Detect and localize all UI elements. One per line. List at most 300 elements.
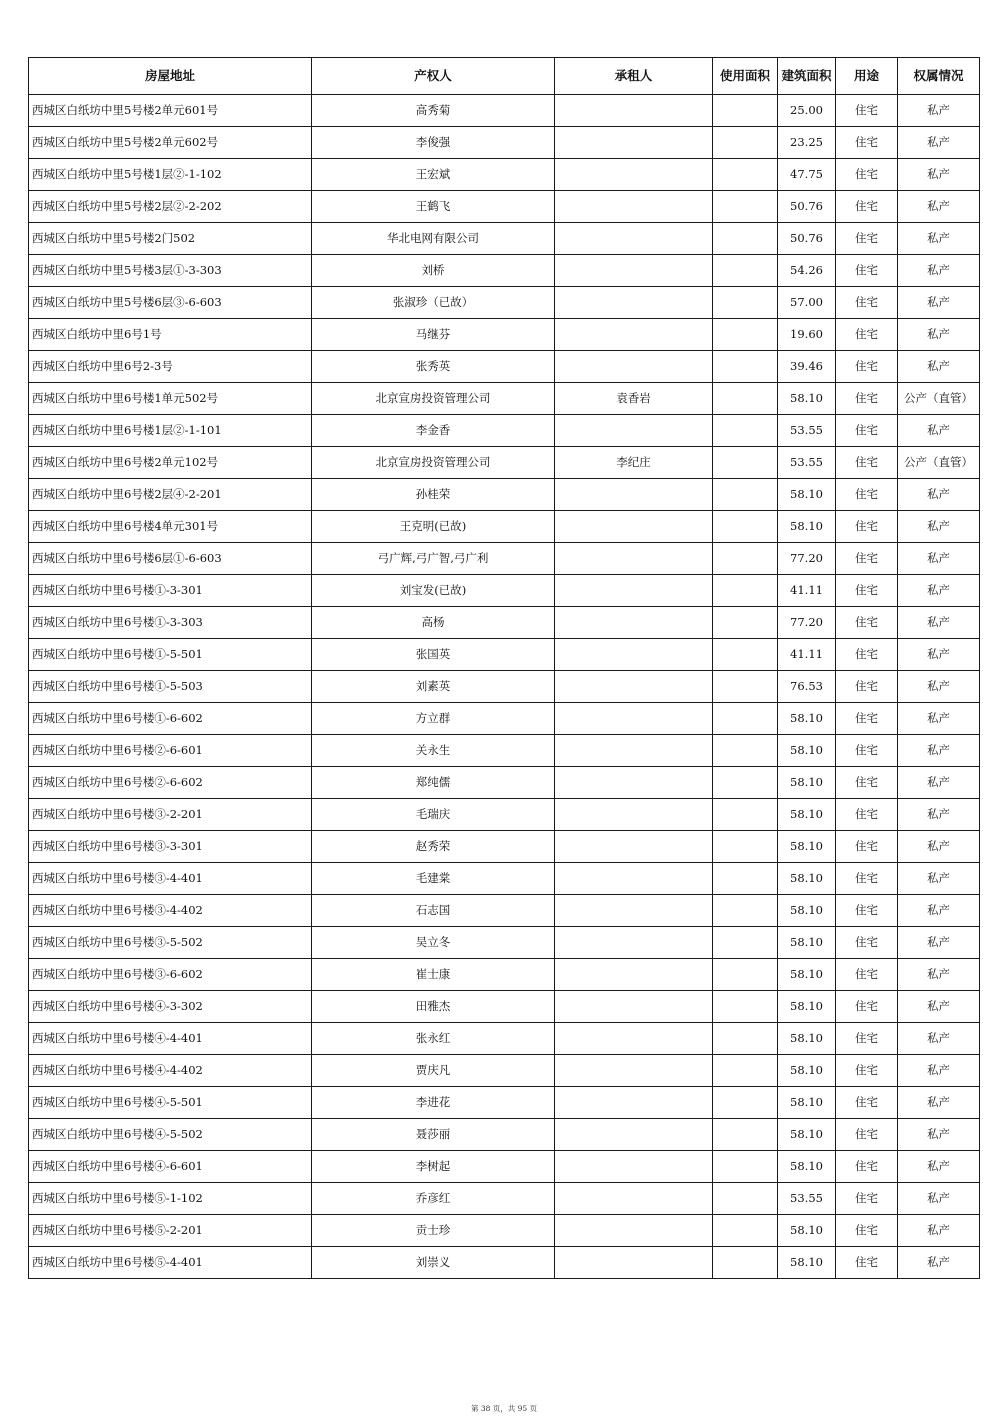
table-row xyxy=(29,287,980,319)
cell-use-area xyxy=(713,1087,778,1119)
cell-owner: 华北电网有限公司 xyxy=(312,223,555,255)
cell-ownership: 公产（直管） xyxy=(898,447,980,479)
cell-use-area xyxy=(713,1183,778,1215)
cell-owner: 刘宝发(已故) xyxy=(312,575,555,607)
cell-use-area xyxy=(713,831,778,863)
cell-usage: 住宅 xyxy=(836,895,898,927)
cell-usage: 住宅 xyxy=(836,543,898,575)
cell-ownership: 私产 xyxy=(898,479,980,511)
table-row xyxy=(29,159,980,191)
cell-address: 西城区白纸坊中里6号楼①-5-503 xyxy=(29,671,312,703)
cell-owner: 马继芬 xyxy=(312,319,555,351)
cell-build-area: 50.76 xyxy=(778,223,836,255)
cell-ownership: 私产 xyxy=(898,799,980,831)
cell-ownership: 私产 xyxy=(898,255,980,287)
cell-tenant xyxy=(555,767,713,799)
cell-usage: 住宅 xyxy=(836,1247,898,1279)
cell-owner: 李俊强 xyxy=(312,127,555,159)
cell-owner: 王宏斌 xyxy=(312,159,555,191)
cell-tenant xyxy=(555,255,713,287)
cell-ownership: 私产 xyxy=(898,927,980,959)
cell-owner: 毛建棠 xyxy=(312,863,555,895)
cell-address: 西城区白纸坊中里6号楼④-4-401 xyxy=(29,1023,312,1055)
cell-usage: 住宅 xyxy=(836,575,898,607)
cell-usage: 住宅 xyxy=(836,127,898,159)
cell-tenant xyxy=(555,223,713,255)
cell-usage: 住宅 xyxy=(836,639,898,671)
cell-use-area xyxy=(713,1055,778,1087)
cell-usage: 住宅 xyxy=(836,159,898,191)
cell-address: 西城区白纸坊中里6号楼4单元301号 xyxy=(29,511,312,543)
cell-owner: 乔彦红 xyxy=(312,1183,555,1215)
cell-build-area: 39.46 xyxy=(778,351,836,383)
cell-build-area: 19.60 xyxy=(778,319,836,351)
cell-ownership: 私产 xyxy=(898,1247,980,1279)
cell-address: 西城区白纸坊中里6号楼④-6-601 xyxy=(29,1151,312,1183)
cell-tenant xyxy=(555,799,713,831)
cell-build-area: 58.10 xyxy=(778,1247,836,1279)
cell-build-area: 58.10 xyxy=(778,479,836,511)
cell-address: 西城区白纸坊中里6号楼①-6-602 xyxy=(29,703,312,735)
cell-owner: 关永生 xyxy=(312,735,555,767)
table-row xyxy=(29,223,980,255)
cell-use-area xyxy=(713,479,778,511)
cell-owner: 弓广辉,弓广智,弓广利 xyxy=(312,543,555,575)
cell-tenant xyxy=(555,607,713,639)
cell-use-area xyxy=(713,319,778,351)
table-row xyxy=(29,191,980,223)
cell-address: 西城区白纸坊中里6号楼③-2-201 xyxy=(29,799,312,831)
cell-use-area xyxy=(713,607,778,639)
cell-owner: 北京宣房投资管理公司 xyxy=(312,447,555,479)
cell-address: 西城区白纸坊中里6号楼④-3-302 xyxy=(29,991,312,1023)
cell-use-area xyxy=(713,1151,778,1183)
cell-owner: 李进花 xyxy=(312,1087,555,1119)
cell-tenant xyxy=(555,575,713,607)
table-row xyxy=(29,447,980,479)
cell-usage: 住宅 xyxy=(836,95,898,127)
cell-ownership: 私产 xyxy=(898,895,980,927)
cell-ownership: 私产 xyxy=(898,1055,980,1087)
cell-address: 西城区白纸坊中里6号楼④-4-402 xyxy=(29,1055,312,1087)
cell-use-area xyxy=(713,639,778,671)
cell-ownership: 私产 xyxy=(898,991,980,1023)
cell-ownership: 私产 xyxy=(898,287,980,319)
cell-ownership: 私产 xyxy=(898,671,980,703)
property-records-table xyxy=(28,57,980,1279)
cell-owner: 张淑珍（已故） xyxy=(312,287,555,319)
page-number: 第 38 页，共 95 页 xyxy=(470,1404,538,1413)
cell-build-area: 58.10 xyxy=(778,895,836,927)
cell-address: 西城区白纸坊中里5号楼3层①-3-303 xyxy=(29,255,312,287)
table-row xyxy=(29,959,980,991)
cell-owner: 北京宣房投资管理公司 xyxy=(312,383,555,415)
cell-build-area: 58.10 xyxy=(778,831,836,863)
cell-build-area: 41.11 xyxy=(778,639,836,671)
table-row xyxy=(29,863,980,895)
table-row xyxy=(29,895,980,927)
cell-ownership: 私产 xyxy=(898,767,980,799)
cell-ownership: 私产 xyxy=(898,511,980,543)
cell-address: 西城区白纸坊中里6号楼④-5-502 xyxy=(29,1119,312,1151)
cell-address: 西城区白纸坊中里6号楼③-5-502 xyxy=(29,927,312,959)
cell-ownership: 私产 xyxy=(898,543,980,575)
cell-address: 西城区白纸坊中里6号楼④-5-501 xyxy=(29,1087,312,1119)
cell-ownership: 私产 xyxy=(898,95,980,127)
cell-tenant xyxy=(555,959,713,991)
cell-use-area xyxy=(713,543,778,575)
table-row xyxy=(29,255,980,287)
cell-ownership: 私产 xyxy=(898,1087,980,1119)
cell-ownership: 私产 xyxy=(898,703,980,735)
cell-address: 西城区白纸坊中里6号楼①-3-301 xyxy=(29,575,312,607)
header-ownership: 权属情况 xyxy=(898,58,980,95)
cell-owner: 张秀英 xyxy=(312,351,555,383)
cell-build-area: 53.55 xyxy=(778,1183,836,1215)
property-table-container xyxy=(28,57,979,1279)
cell-ownership: 私产 xyxy=(898,191,980,223)
cell-tenant xyxy=(555,1023,713,1055)
table-row xyxy=(29,639,980,671)
header-usage: 用途 xyxy=(836,58,898,95)
cell-use-area xyxy=(713,927,778,959)
cell-owner: 毛瑞庆 xyxy=(312,799,555,831)
cell-build-area: 58.10 xyxy=(778,1151,836,1183)
table-row xyxy=(29,671,980,703)
cell-usage: 住宅 xyxy=(836,991,898,1023)
cell-tenant xyxy=(555,127,713,159)
cell-owner: 刘崇义 xyxy=(312,1247,555,1279)
cell-tenant xyxy=(555,351,713,383)
cell-use-area xyxy=(713,159,778,191)
cell-use-area xyxy=(713,767,778,799)
cell-ownership: 私产 xyxy=(898,1151,980,1183)
cell-ownership: 私产 xyxy=(898,863,980,895)
cell-address: 西城区白纸坊中里6号楼⑤-4-401 xyxy=(29,1247,312,1279)
cell-tenant xyxy=(555,927,713,959)
cell-usage: 住宅 xyxy=(836,671,898,703)
table-row xyxy=(29,1247,980,1279)
cell-use-area xyxy=(713,1247,778,1279)
table-row xyxy=(29,703,980,735)
cell-build-area: 77.20 xyxy=(778,543,836,575)
cell-owner: 刘素英 xyxy=(312,671,555,703)
table-row xyxy=(29,1183,980,1215)
cell-build-area: 58.10 xyxy=(778,703,836,735)
cell-owner: 贾庆凡 xyxy=(312,1055,555,1087)
cell-tenant xyxy=(555,735,713,767)
cell-ownership: 私产 xyxy=(898,831,980,863)
cell-usage: 住宅 xyxy=(836,383,898,415)
cell-usage: 住宅 xyxy=(836,831,898,863)
cell-owner: 李树起 xyxy=(312,1151,555,1183)
table-row xyxy=(29,767,980,799)
cell-ownership: 私产 xyxy=(898,127,980,159)
cell-tenant xyxy=(555,831,713,863)
cell-build-area: 54.26 xyxy=(778,255,836,287)
cell-use-area xyxy=(713,287,778,319)
table-row xyxy=(29,1087,980,1119)
cell-usage: 住宅 xyxy=(836,223,898,255)
cell-address: 西城区白纸坊中里6号楼③-6-602 xyxy=(29,959,312,991)
table-row xyxy=(29,1215,980,1247)
cell-usage: 住宅 xyxy=(836,735,898,767)
cell-tenant xyxy=(555,543,713,575)
cell-use-area xyxy=(713,127,778,159)
cell-owner: 张国英 xyxy=(312,639,555,671)
cell-ownership: 私产 xyxy=(898,1023,980,1055)
cell-usage: 住宅 xyxy=(836,447,898,479)
cell-tenant xyxy=(555,1087,713,1119)
cell-tenant xyxy=(555,159,713,191)
cell-owner: 刘桥 xyxy=(312,255,555,287)
table-row xyxy=(29,831,980,863)
cell-tenant xyxy=(555,479,713,511)
table-row xyxy=(29,607,980,639)
cell-ownership: 私产 xyxy=(898,1215,980,1247)
cell-tenant xyxy=(555,671,713,703)
cell-tenant: 李纪庄 xyxy=(555,447,713,479)
cell-ownership: 私产 xyxy=(898,639,980,671)
table-row xyxy=(29,351,980,383)
cell-use-area xyxy=(713,671,778,703)
cell-build-area: 58.10 xyxy=(778,991,836,1023)
cell-build-area: 58.10 xyxy=(778,1087,836,1119)
cell-usage: 住宅 xyxy=(836,351,898,383)
table-row xyxy=(29,511,980,543)
table-row xyxy=(29,1055,980,1087)
cell-tenant xyxy=(555,1119,713,1151)
cell-usage: 住宅 xyxy=(836,415,898,447)
cell-address: 西城区白纸坊中里6号楼2单元102号 xyxy=(29,447,312,479)
cell-address: 西城区白纸坊中里6号楼1层②-1-101 xyxy=(29,415,312,447)
cell-usage: 住宅 xyxy=(836,1119,898,1151)
cell-address: 西城区白纸坊中里5号楼2单元602号 xyxy=(29,127,312,159)
cell-address: 西城区白纸坊中里6号楼2层④-2-201 xyxy=(29,479,312,511)
cell-usage: 住宅 xyxy=(836,799,898,831)
cell-owner: 方立群 xyxy=(312,703,555,735)
cell-usage: 住宅 xyxy=(836,703,898,735)
cell-build-area: 76.53 xyxy=(778,671,836,703)
table-row xyxy=(29,575,980,607)
cell-build-area: 58.10 xyxy=(778,863,836,895)
cell-use-area xyxy=(713,351,778,383)
cell-use-area xyxy=(713,863,778,895)
cell-use-area xyxy=(713,191,778,223)
cell-address: 西城区白纸坊中里6号1号 xyxy=(29,319,312,351)
cell-usage: 住宅 xyxy=(836,1055,898,1087)
cell-usage: 住宅 xyxy=(836,1215,898,1247)
cell-owner: 王克明(已故) xyxy=(312,511,555,543)
cell-address: 西城区白纸坊中里5号楼2层②-2-202 xyxy=(29,191,312,223)
cell-usage: 住宅 xyxy=(836,191,898,223)
cell-owner: 李金香 xyxy=(312,415,555,447)
cell-usage: 住宅 xyxy=(836,255,898,287)
cell-ownership: 私产 xyxy=(898,159,980,191)
cell-usage: 住宅 xyxy=(836,607,898,639)
cell-use-area xyxy=(713,799,778,831)
cell-tenant xyxy=(555,895,713,927)
table-row xyxy=(29,927,980,959)
header-tenant: 承租人 xyxy=(555,58,713,95)
cell-build-area: 58.10 xyxy=(778,735,836,767)
cell-address: 西城区白纸坊中里6号楼②-6-601 xyxy=(29,735,312,767)
cell-build-area: 58.10 xyxy=(778,511,836,543)
cell-ownership: 私产 xyxy=(898,575,980,607)
cell-tenant xyxy=(555,1183,713,1215)
cell-build-area: 58.10 xyxy=(778,1023,836,1055)
cell-use-area xyxy=(713,895,778,927)
table-row xyxy=(29,479,980,511)
cell-use-area xyxy=(713,95,778,127)
table-row xyxy=(29,799,980,831)
table-row xyxy=(29,1119,980,1151)
cell-tenant: 袁香岩 xyxy=(555,383,713,415)
cell-owner: 张永红 xyxy=(312,1023,555,1055)
cell-tenant xyxy=(555,191,713,223)
cell-usage: 住宅 xyxy=(836,1151,898,1183)
cell-ownership: 私产 xyxy=(898,1119,980,1151)
header-use-area: 使用面积 xyxy=(713,58,778,95)
cell-build-area: 53.55 xyxy=(778,447,836,479)
cell-use-area xyxy=(713,383,778,415)
cell-owner: 贡士珍 xyxy=(312,1215,555,1247)
cell-address: 西城区白纸坊中里5号楼6层③-6-603 xyxy=(29,287,312,319)
cell-use-area xyxy=(713,959,778,991)
cell-owner: 王鹤飞 xyxy=(312,191,555,223)
cell-ownership: 私产 xyxy=(898,415,980,447)
cell-owner: 聂莎丽 xyxy=(312,1119,555,1151)
cell-build-area: 58.10 xyxy=(778,959,836,991)
table-row xyxy=(29,1023,980,1055)
cell-usage: 住宅 xyxy=(836,1087,898,1119)
table-row xyxy=(29,543,980,575)
cell-address: 西城区白纸坊中里6号楼①-5-501 xyxy=(29,639,312,671)
cell-usage: 住宅 xyxy=(836,1183,898,1215)
table-row xyxy=(29,127,980,159)
table-row xyxy=(29,95,980,127)
cell-use-area xyxy=(713,255,778,287)
cell-build-area: 58.10 xyxy=(778,383,836,415)
cell-address: 西城区白纸坊中里5号楼2门502 xyxy=(29,223,312,255)
cell-owner: 郑纯儒 xyxy=(312,767,555,799)
cell-build-area: 47.75 xyxy=(778,159,836,191)
header-row xyxy=(29,58,980,95)
cell-use-area xyxy=(713,447,778,479)
cell-address: 西城区白纸坊中里6号楼1单元502号 xyxy=(29,383,312,415)
cell-owner: 赵秀荣 xyxy=(312,831,555,863)
table-row xyxy=(29,1151,980,1183)
header-owner: 产权人 xyxy=(312,58,555,95)
cell-tenant xyxy=(555,703,713,735)
cell-address: 西城区白纸坊中里6号楼①-3-303 xyxy=(29,607,312,639)
cell-address: 西城区白纸坊中里6号楼②-6-602 xyxy=(29,767,312,799)
cell-address: 西城区白纸坊中里6号楼③-4-402 xyxy=(29,895,312,927)
cell-usage: 住宅 xyxy=(836,319,898,351)
cell-ownership: 私产 xyxy=(898,351,980,383)
cell-tenant xyxy=(555,863,713,895)
cell-owner: 高杨 xyxy=(312,607,555,639)
cell-use-area xyxy=(713,1119,778,1151)
cell-tenant xyxy=(555,1151,713,1183)
header-build-area: 建筑面积 xyxy=(778,58,836,95)
cell-build-area: 50.76 xyxy=(778,191,836,223)
cell-owner: 吴立冬 xyxy=(312,927,555,959)
cell-address: 西城区白纸坊中里6号楼⑤-1-102 xyxy=(29,1183,312,1215)
cell-tenant xyxy=(555,511,713,543)
cell-tenant xyxy=(555,1247,713,1279)
table-row xyxy=(29,415,980,447)
cell-usage: 住宅 xyxy=(836,863,898,895)
cell-build-area: 23.25 xyxy=(778,127,836,159)
cell-use-area xyxy=(713,991,778,1023)
cell-ownership: 公产（直管） xyxy=(898,383,980,415)
cell-use-area xyxy=(713,1023,778,1055)
cell-address: 西城区白纸坊中里6号楼⑤-2-201 xyxy=(29,1215,312,1247)
cell-ownership: 私产 xyxy=(898,959,980,991)
cell-address: 西城区白纸坊中里6号楼③-4-401 xyxy=(29,863,312,895)
cell-tenant xyxy=(555,1055,713,1087)
cell-tenant xyxy=(555,415,713,447)
cell-address: 西城区白纸坊中里6号楼6层①-6-603 xyxy=(29,543,312,575)
cell-tenant xyxy=(555,1215,713,1247)
table-body xyxy=(29,95,980,1279)
cell-use-area xyxy=(713,1215,778,1247)
cell-build-area: 53.55 xyxy=(778,415,836,447)
cell-ownership: 私产 xyxy=(898,1183,980,1215)
table-row xyxy=(29,735,980,767)
cell-address: 西城区白纸坊中里5号楼2单元601号 xyxy=(29,95,312,127)
cell-use-area xyxy=(713,415,778,447)
cell-usage: 住宅 xyxy=(836,1023,898,1055)
cell-owner: 孙桂荣 xyxy=(312,479,555,511)
cell-build-area: 58.10 xyxy=(778,767,836,799)
table-row xyxy=(29,991,980,1023)
cell-ownership: 私产 xyxy=(898,319,980,351)
cell-owner: 田雅杰 xyxy=(312,991,555,1023)
cell-build-area: 25.00 xyxy=(778,95,836,127)
cell-usage: 住宅 xyxy=(836,767,898,799)
cell-owner: 石志国 xyxy=(312,895,555,927)
cell-tenant xyxy=(555,991,713,1023)
cell-address: 西城区白纸坊中里5号楼1层②-1-102 xyxy=(29,159,312,191)
cell-address: 西城区白纸坊中里6号楼③-3-301 xyxy=(29,831,312,863)
cell-ownership: 私产 xyxy=(898,735,980,767)
cell-build-area: 58.10 xyxy=(778,799,836,831)
cell-build-area: 77.20 xyxy=(778,607,836,639)
header-address: 房屋地址 xyxy=(29,58,312,95)
cell-build-area: 58.10 xyxy=(778,1055,836,1087)
cell-owner: 崔士康 xyxy=(312,959,555,991)
cell-use-area xyxy=(713,223,778,255)
cell-tenant xyxy=(555,639,713,671)
cell-build-area: 57.00 xyxy=(778,287,836,319)
cell-usage: 住宅 xyxy=(836,287,898,319)
cell-ownership: 私产 xyxy=(898,223,980,255)
cell-tenant xyxy=(555,95,713,127)
cell-build-area: 58.10 xyxy=(778,927,836,959)
cell-use-area xyxy=(713,511,778,543)
cell-build-area: 58.10 xyxy=(778,1215,836,1247)
cell-ownership: 私产 xyxy=(898,607,980,639)
cell-use-area xyxy=(713,703,778,735)
cell-usage: 住宅 xyxy=(836,959,898,991)
cell-usage: 住宅 xyxy=(836,511,898,543)
cell-build-area: 58.10 xyxy=(778,1119,836,1151)
table-row xyxy=(29,383,980,415)
cell-build-area: 41.11 xyxy=(778,575,836,607)
cell-usage: 住宅 xyxy=(836,927,898,959)
